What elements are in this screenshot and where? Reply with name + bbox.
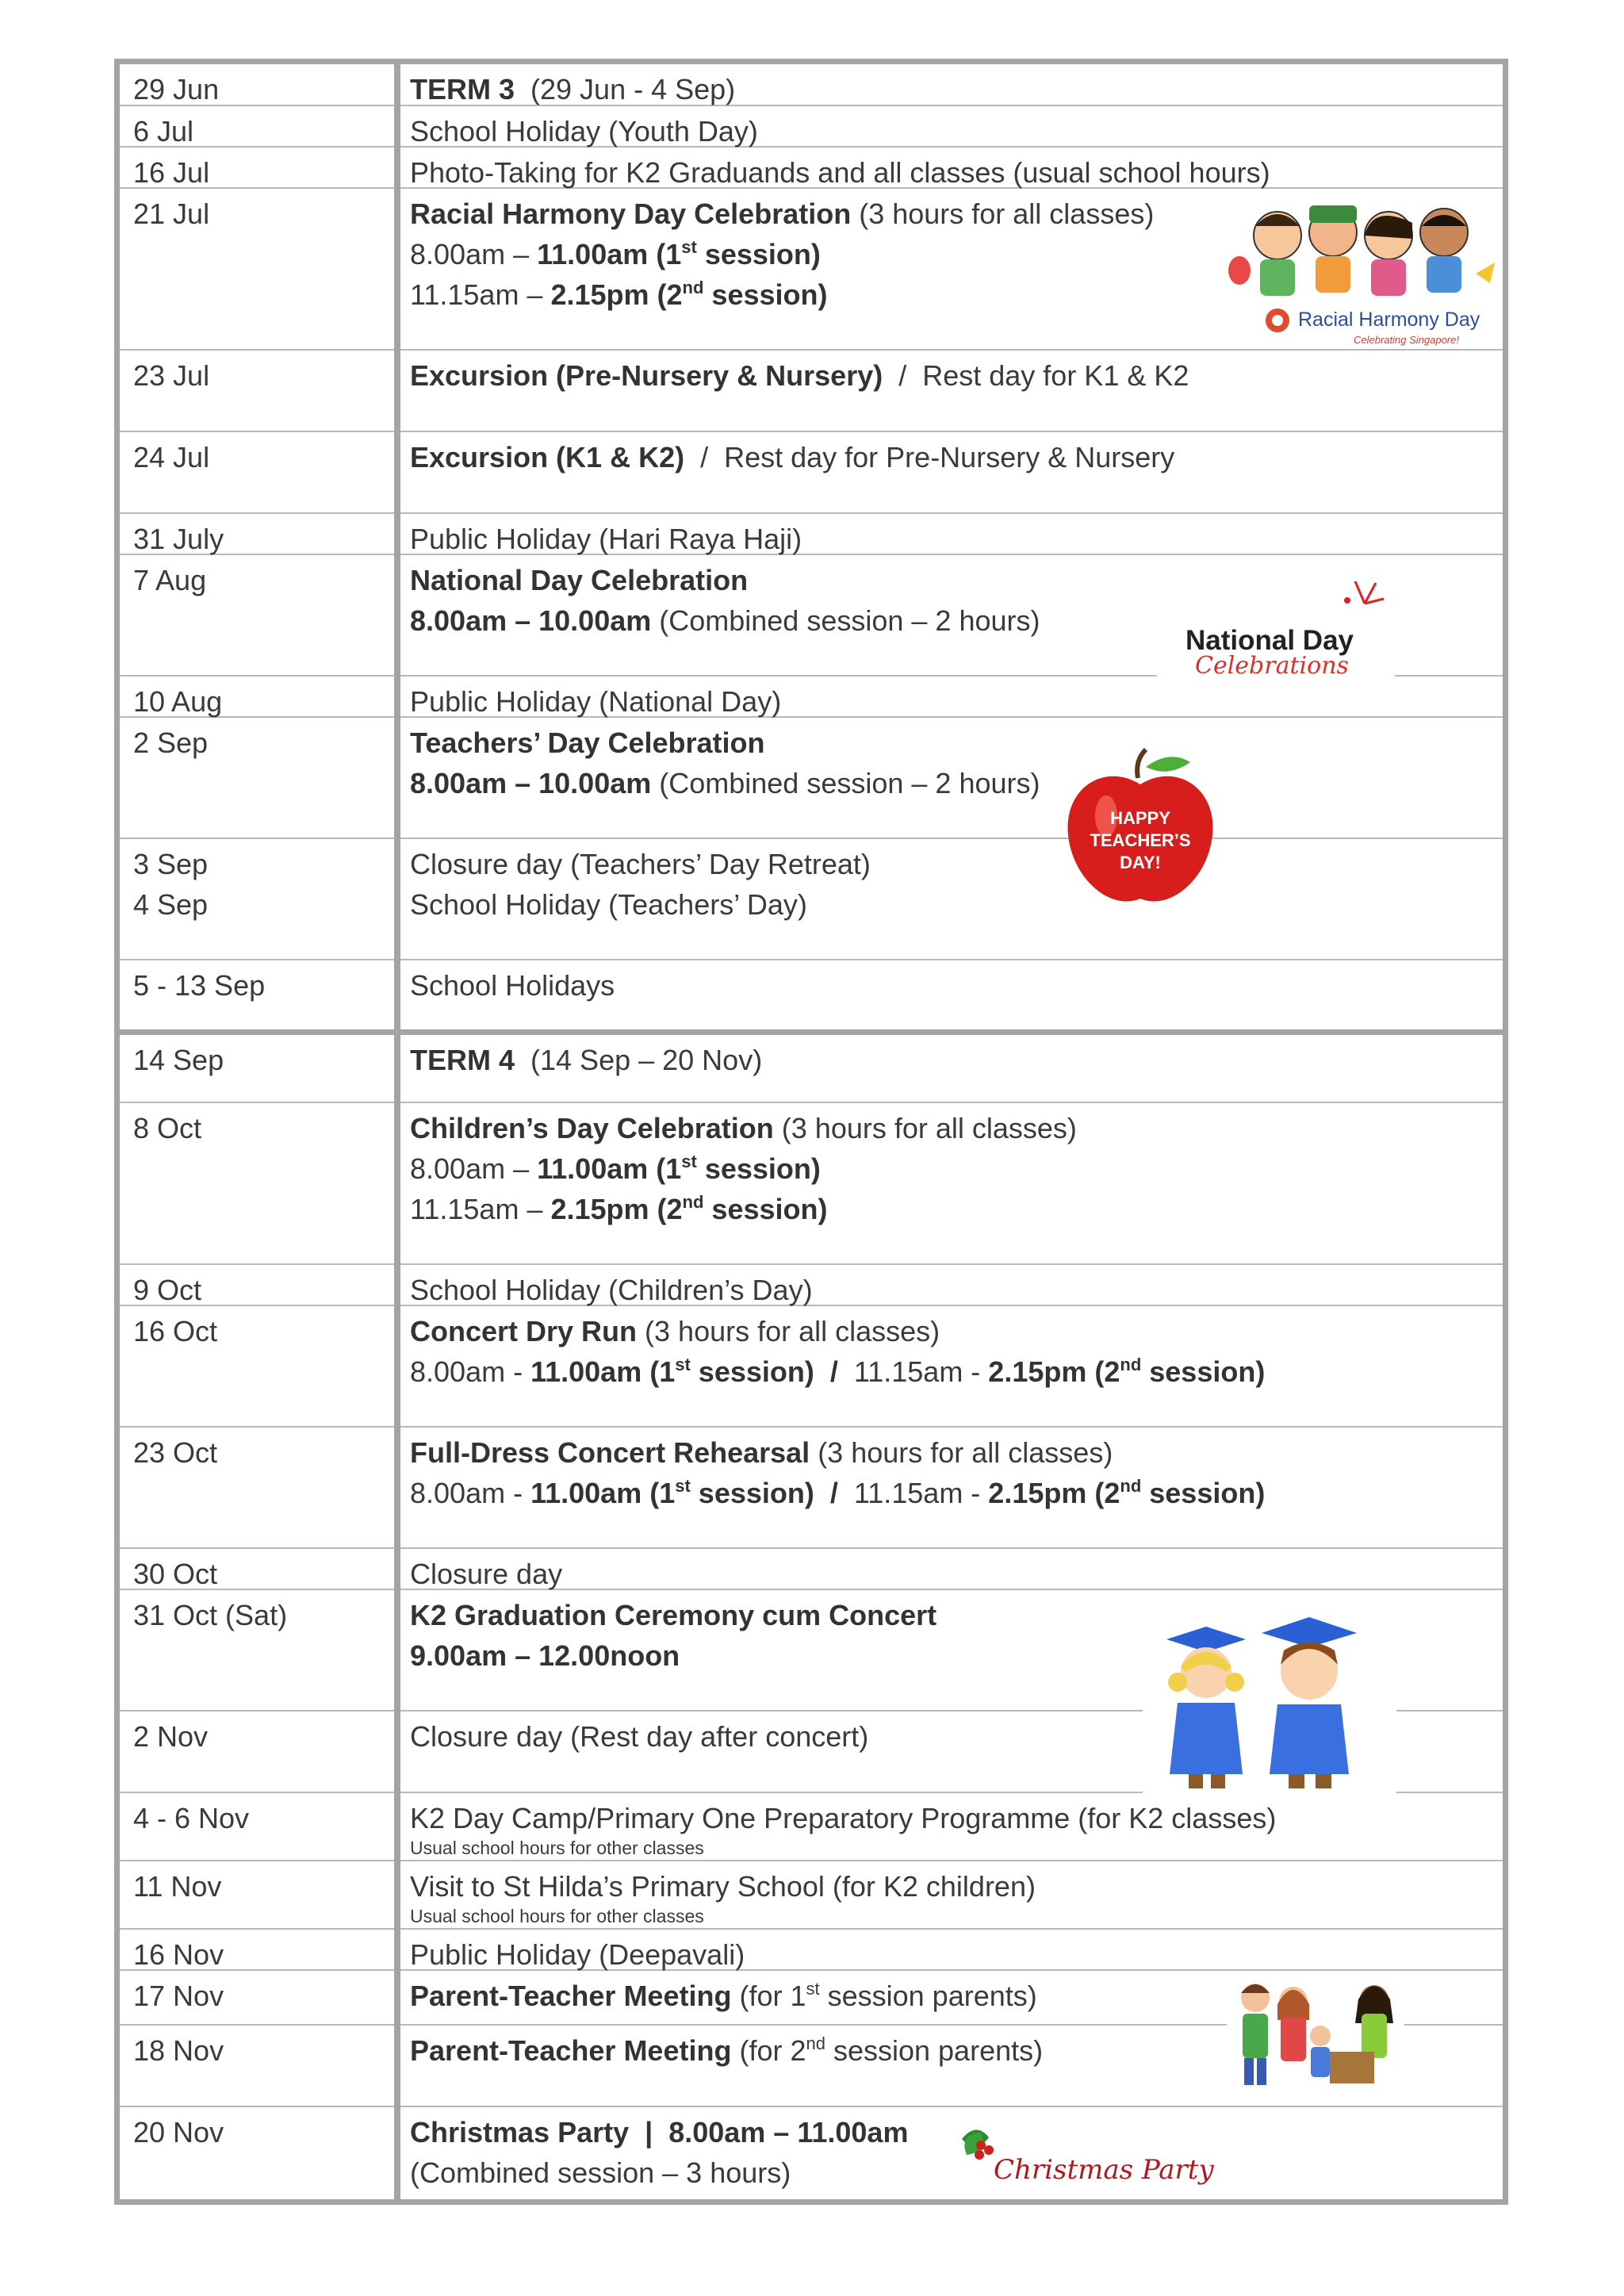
row-date: 3 Sep 4 Sep: [133, 848, 209, 921]
table-row: [120, 351, 1503, 432]
christmas-party-illustration: [944, 2114, 1214, 2193]
row-date: 14 Sep: [133, 1044, 224, 1076]
teachers-day-line2: TEACHER’S: [1090, 830, 1191, 850]
row-event: Public Holiday (Deepavali): [410, 1938, 745, 1971]
row-date: 23 Jul: [133, 359, 210, 392]
table-row: [120, 718, 1503, 839]
row-date: 5 - 13 Sep: [133, 969, 266, 1002]
row-date: 16 Jul: [133, 156, 210, 189]
row-event: School Holidays: [410, 969, 615, 1002]
row-date: 24 Jul: [133, 441, 210, 473]
row-event: Public Holiday (Hari Raya Haji): [410, 523, 802, 555]
row-date: 29 Jun: [133, 73, 220, 105]
table-row: [120, 514, 1503, 555]
table-row: [120, 148, 1503, 189]
row-date: 8 Oct: [133, 1112, 202, 1144]
table-row: [120, 1793, 1503, 1861]
row-event: Closure day (Rest day after concert): [410, 1720, 869, 1753]
row-date: 9 Oct: [133, 1274, 202, 1306]
parent-teacher-illustration: [1227, 1976, 1404, 2090]
racial-harmony-subtitle: Celebrating Singapore!: [1354, 334, 1459, 346]
row-event: TERM 4 (14 Sep – 20 Nov): [410, 1044, 763, 1076]
row-date: 30 Oct: [133, 1558, 218, 1590]
row-date: 4 - 6 Nov: [133, 1802, 250, 1834]
row-event: Full-Dress Concert Rehearsal (3 hours for all classes) 8.00am - 11.00am (1st session) / 11.15am - 2.15pm (2nd session): [410, 1436, 1266, 1509]
table-row: [120, 839, 1503, 960]
row-event: Photo-Taking for K2 Graduands and all classes (usual school hours): [410, 156, 1270, 189]
row-event: Excursion (Pre-Nursery & Nursery) / Rest day for K1 & K2: [410, 359, 1189, 392]
row-date: 2 Nov: [133, 1720, 209, 1753]
row-event: Concert Dry Run (3 hours for all classes) 8.00am - 11.00am (1st session) / 11.15am - 2.15pm (2nd session): [410, 1315, 1266, 1388]
table-row: [120, 2107, 1503, 2199]
fireworks-icon: [1344, 581, 1384, 604]
row-date: 16 Oct: [133, 1315, 218, 1347]
national-day-subtitle: Celebrations: [1195, 652, 1349, 680]
graduation-kids-illustration: [1143, 1616, 1396, 1796]
row-event: Closure day: [410, 1558, 563, 1590]
row-event: Racial Harmony Day Celebration (3 hours for all classes) 8.00am – 11.00am (1st session) 11.15am – 2.15pm (2nd session): [410, 197, 1155, 311]
table-row: [120, 1035, 1503, 1103]
row-date: 6 Jul: [133, 115, 194, 148]
row-date: 17 Nov: [133, 1980, 224, 2012]
row-event: School Holiday (Children’s Day): [410, 1274, 813, 1306]
row-event: Public Holiday (National Day): [410, 685, 782, 718]
table-row: [120, 1103, 1503, 1265]
row-event: K2 Day Camp/Primary One Preparatory Programme (for K2 classes) Usual school hours for other classes: [410, 1802, 1277, 1858]
racial-harmony-title: Racial Harmony Day: [1298, 309, 1480, 331]
national-day-illustration: [1157, 572, 1395, 683]
table-row: [120, 1549, 1503, 1590]
row-event: Closure day (Teachers’ Day Retreat) School Holiday (Teachers’ Day): [410, 848, 871, 921]
table-row: [120, 1306, 1503, 1428]
holly-icon: [962, 2129, 994, 2160]
national-day-title: National Day: [1185, 625, 1354, 656]
row-event: School Holiday (Youth Day): [410, 115, 758, 148]
row-event: Excursion (K1 & K2) / Rest day for Pre-Nursery & Nursery: [410, 441, 1175, 473]
row-date: 18 Nov: [133, 2034, 224, 2067]
teachers-day-line3: DAY!: [1120, 853, 1161, 872]
row-event: Parent-Teacher Meeting (for 2nd session parents): [410, 2033, 1044, 2067]
row-event: National Day Celebration 8.00am – 10.00am (Combined session – 2 hours): [410, 564, 1040, 637]
row-event: K2 Graduation Ceremony cum Concert 9.00am – 12.00noon: [410, 1599, 937, 1672]
row-event: TERM 3 (29 Jun - 4 Sep): [410, 73, 736, 105]
family-icon: [1241, 1984, 1393, 2085]
row-event: Christmas Party | 8.00am – 11.00am (Combined session – 3 hours): [410, 2116, 909, 2189]
table-row: [120, 960, 1503, 1035]
row-event: Children’s Day Celebration (3 hours for all classes) 8.00am – 11.00am (1st session) 11.15am – 2.15pm (2nd session): [410, 1112, 1077, 1225]
christmas-party-title: Christmas Party: [994, 2154, 1214, 2186]
row-date: 31 July: [133, 523, 224, 555]
teachers-day-line1: HAPPY: [1110, 808, 1170, 828]
graduate-boy-icon: [1262, 1617, 1357, 1788]
graduate-girl-icon: [1166, 1627, 1246, 1788]
table-row: [120, 1930, 1503, 1971]
row-date: 23 Oct: [133, 1436, 218, 1469]
row-date: 21 Jul: [133, 197, 210, 230]
row-date: 31 Oct (Sat): [133, 1599, 288, 1631]
teachers-day-apple-illustration: [1057, 746, 1224, 913]
racial-harmony-day-illustration: [1190, 191, 1555, 350]
row-date: 10 Aug: [133, 685, 223, 718]
table-row: [120, 1861, 1503, 1930]
table-row: [120, 64, 1503, 106]
row-date: 7 Aug: [133, 564, 207, 596]
calendar-table: [114, 59, 1508, 2205]
table-row: [120, 1428, 1503, 1549]
row-event: Teachers’ Day Celebration 8.00am – 10.00am (Combined session – 2 hours): [410, 726, 1040, 799]
row-date: 11 Nov: [133, 1870, 222, 1903]
row-event: Visit to St Hilda’s Primary School (for K2 children) Usual school hours for other classes: [410, 1870, 1036, 1926]
table-row: [120, 432, 1503, 514]
table-row: [120, 1265, 1503, 1306]
column-divider: [394, 64, 400, 2199]
racial-harmony-logo-icon: [1266, 309, 1289, 332]
table-row: [120, 106, 1503, 148]
row-event: Parent-Teacher Meeting (for 1st session parents): [410, 1979, 1037, 2012]
row-date: 16 Nov: [133, 1938, 224, 1971]
row-date: 20 Nov: [133, 2116, 224, 2148]
children-icon: [1228, 205, 1495, 296]
row-date: 2 Sep: [133, 726, 209, 759]
